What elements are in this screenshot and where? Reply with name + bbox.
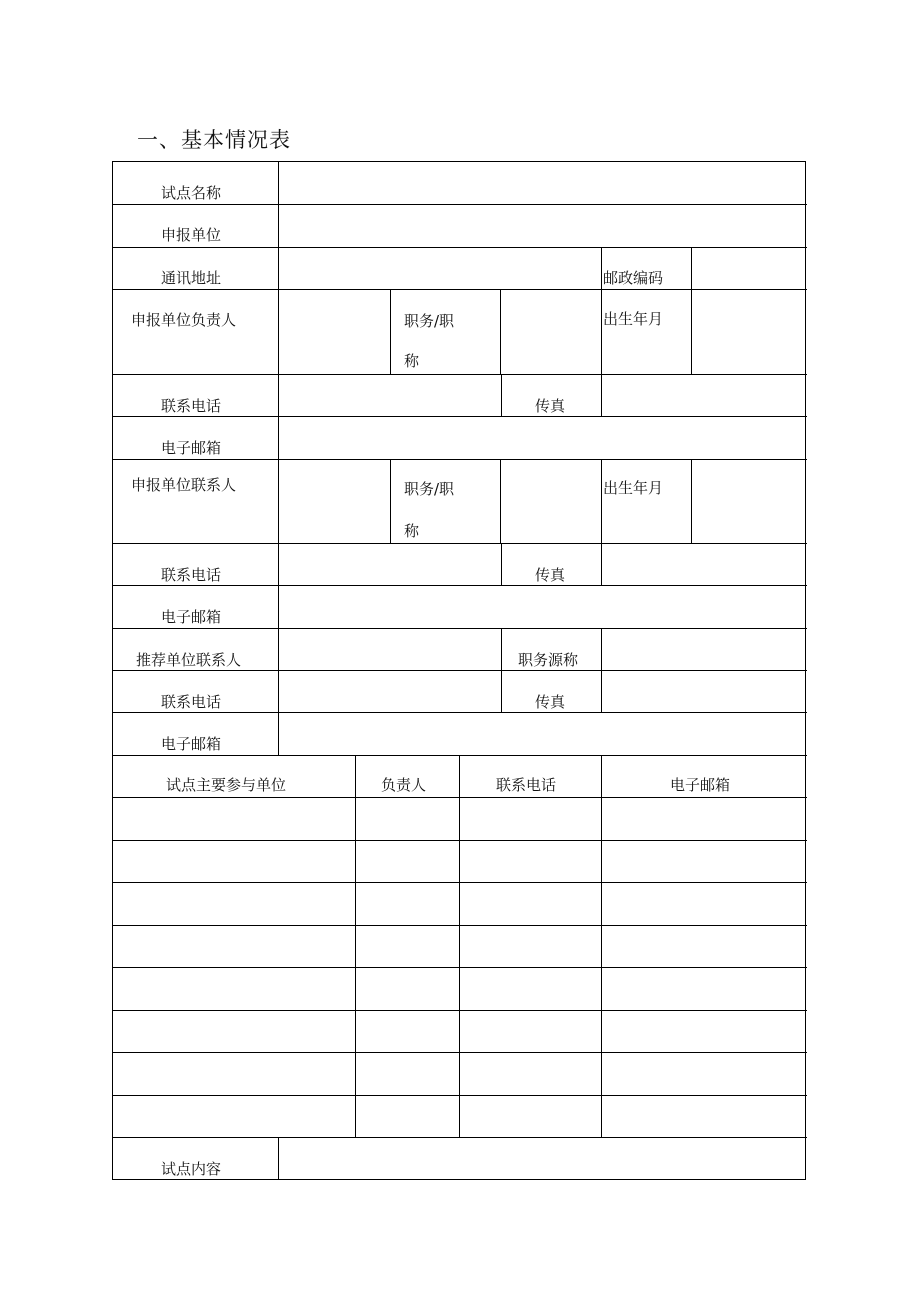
participant-row-phone[interactable] — [460, 968, 602, 1011]
participant-row-phone[interactable] — [460, 1053, 602, 1096]
recommender-phone-label: 联系电话 — [161, 693, 222, 711]
participant-row-head[interactable] — [356, 1053, 460, 1096]
participant-row-head[interactable] — [356, 798, 460, 841]
participant-row-email[interactable] — [602, 798, 807, 841]
participant-row-head[interactable] — [356, 968, 460, 1011]
participants-header-phone-label: 联系电话 — [496, 776, 557, 794]
participant-row-phone[interactable] — [460, 883, 602, 926]
contact-person-label: 申报单位联系人 — [131, 476, 237, 494]
head-person-label: 申报单位负责人 — [131, 311, 237, 329]
recommender-contact-label: 推荐单位联系人 — [136, 651, 242, 669]
label-cell-address — [113, 248, 279, 290]
participant-row-phone[interactable] — [460, 841, 602, 883]
participant-row-email[interactable] — [602, 926, 807, 968]
label-cell-applicant-unit — [113, 205, 279, 248]
recommender-fax-label: 传真 — [535, 693, 566, 711]
participants-header-email — [602, 756, 807, 798]
participant-row-phone[interactable] — [460, 1096, 602, 1138]
participant-row-unit[interactable] — [113, 1096, 356, 1138]
participant-row-head[interactable] — [356, 841, 460, 883]
participant-row-email[interactable] — [602, 1053, 807, 1096]
label-cell-head-title — [391, 290, 501, 375]
participant-row-head[interactable] — [356, 926, 460, 968]
head-fax-field[interactable] — [602, 375, 807, 417]
label-cell-head-person — [113, 290, 279, 375]
address-label: 通讯地址 — [161, 269, 222, 287]
contact-person-field[interactable] — [279, 460, 391, 544]
participants-header-unit-label: 试点主要参与单位 — [166, 776, 287, 794]
contact-birth-field[interactable] — [692, 460, 807, 544]
participant-row-email[interactable] — [602, 841, 807, 883]
participant-row-phone[interactable] — [460, 926, 602, 968]
label-cell-recommender-email — [113, 713, 279, 756]
label-cell-head-email — [113, 417, 279, 460]
participant-row-email[interactable] — [602, 1011, 807, 1053]
participant-row-email[interactable] — [602, 968, 807, 1011]
head-fax-label: 传真 — [535, 397, 566, 415]
label-cell-head-fax — [502, 375, 602, 417]
label-cell-recommender-phone — [113, 671, 279, 713]
contact-birth-label: 出生年月 — [603, 479, 664, 497]
recommender-email-label: 电子邮箱 — [161, 735, 222, 753]
page-title: 一、基本情况表 — [137, 128, 291, 152]
recommender-contact-field[interactable] — [279, 629, 502, 671]
recommender-phone-field[interactable] — [279, 671, 502, 713]
postcode-label: 邮政编码 — [603, 269, 664, 287]
head-title-label-line2: 称 — [404, 352, 420, 370]
head-title-label-line1: 职务/职 — [404, 312, 455, 330]
participant-row-head[interactable] — [356, 1096, 460, 1138]
pilot-content-label: 试点内容 — [161, 1160, 222, 1178]
contact-title-label-line2: 称 — [404, 522, 420, 540]
contact-phone-field[interactable] — [279, 544, 502, 586]
head-phone-label: 联系电话 — [161, 397, 222, 415]
participant-row-email[interactable] — [602, 1096, 807, 1138]
label-cell-contact-email — [113, 586, 279, 629]
basic-info-table — [112, 161, 806, 1180]
recommender-email-field[interactable] — [279, 713, 807, 756]
participant-row-unit[interactable] — [113, 968, 356, 1011]
pilot-name-field[interactable] — [279, 162, 807, 205]
applicant-unit-field[interactable] — [279, 205, 807, 248]
head-birth-field[interactable] — [692, 290, 807, 375]
participant-row-unit[interactable] — [113, 883, 356, 926]
recommender-fax-field[interactable] — [602, 671, 807, 713]
participant-row-head[interactable] — [356, 883, 460, 926]
label-cell-recommender-fax — [502, 671, 602, 713]
label-cell-contact-title — [391, 460, 501, 544]
label-cell-contact-fax — [502, 544, 602, 586]
contact-email-label: 电子邮箱 — [161, 608, 222, 626]
participant-row-unit[interactable] — [113, 1011, 356, 1053]
participant-row-head[interactable] — [356, 1011, 460, 1053]
contact-phone-label: 联系电话 — [161, 566, 222, 584]
recommender-title-label: 职务源称 — [518, 651, 579, 669]
label-cell-contact-birth — [602, 460, 692, 544]
applicant-unit-label: 申报单位 — [161, 226, 222, 244]
label-cell-pilot-content — [113, 1138, 279, 1179]
participant-row-unit[interactable] — [113, 1053, 356, 1096]
postcode-field[interactable] — [692, 248, 807, 290]
contact-title-field[interactable] — [501, 460, 602, 544]
label-cell-recommender-contact — [113, 629, 279, 671]
label-cell-recommender-title — [502, 629, 602, 671]
head-title-field[interactable] — [501, 290, 602, 375]
label-cell-head-phone — [113, 375, 279, 417]
pilot-content-field[interactable] — [279, 1138, 807, 1179]
label-cell-head-birth — [602, 290, 692, 375]
contact-email-field[interactable] — [279, 586, 807, 629]
participants-header-phone — [460, 756, 602, 798]
label-cell-pilot-name — [113, 162, 279, 205]
label-cell-contact-person — [113, 460, 279, 544]
address-field[interactable] — [279, 248, 602, 290]
label-cell-contact-phone — [113, 544, 279, 586]
head-phone-field[interactable] — [279, 375, 502, 417]
head-birth-label: 出生年月 — [603, 310, 664, 328]
contact-title-label-line1: 职务/职 — [404, 480, 455, 498]
contact-fax-label: 传真 — [535, 566, 566, 584]
head-email-label: 电子邮箱 — [161, 439, 222, 457]
participant-row-phone[interactable] — [460, 1011, 602, 1053]
participants-header-head — [356, 756, 460, 798]
participant-row-unit[interactable] — [113, 926, 356, 968]
pilot-name-label: 试点名称 — [161, 184, 222, 202]
participant-row-phone[interactable] — [460, 798, 602, 841]
participant-row-unit[interactable] — [113, 841, 356, 883]
recommender-title-field[interactable] — [602, 629, 807, 671]
contact-fax-field[interactable] — [602, 544, 807, 586]
participants-header-email-label: 电子邮箱 — [670, 776, 731, 794]
participant-row-email[interactable] — [602, 883, 807, 926]
participants-header-unit — [113, 756, 356, 798]
participants-header-head-label: 负责人 — [381, 776, 427, 794]
participant-row-unit[interactable] — [113, 798, 356, 841]
label-cell-postcode — [602, 248, 692, 290]
head-email-field[interactable] — [279, 417, 807, 460]
head-person-field[interactable] — [279, 290, 391, 375]
